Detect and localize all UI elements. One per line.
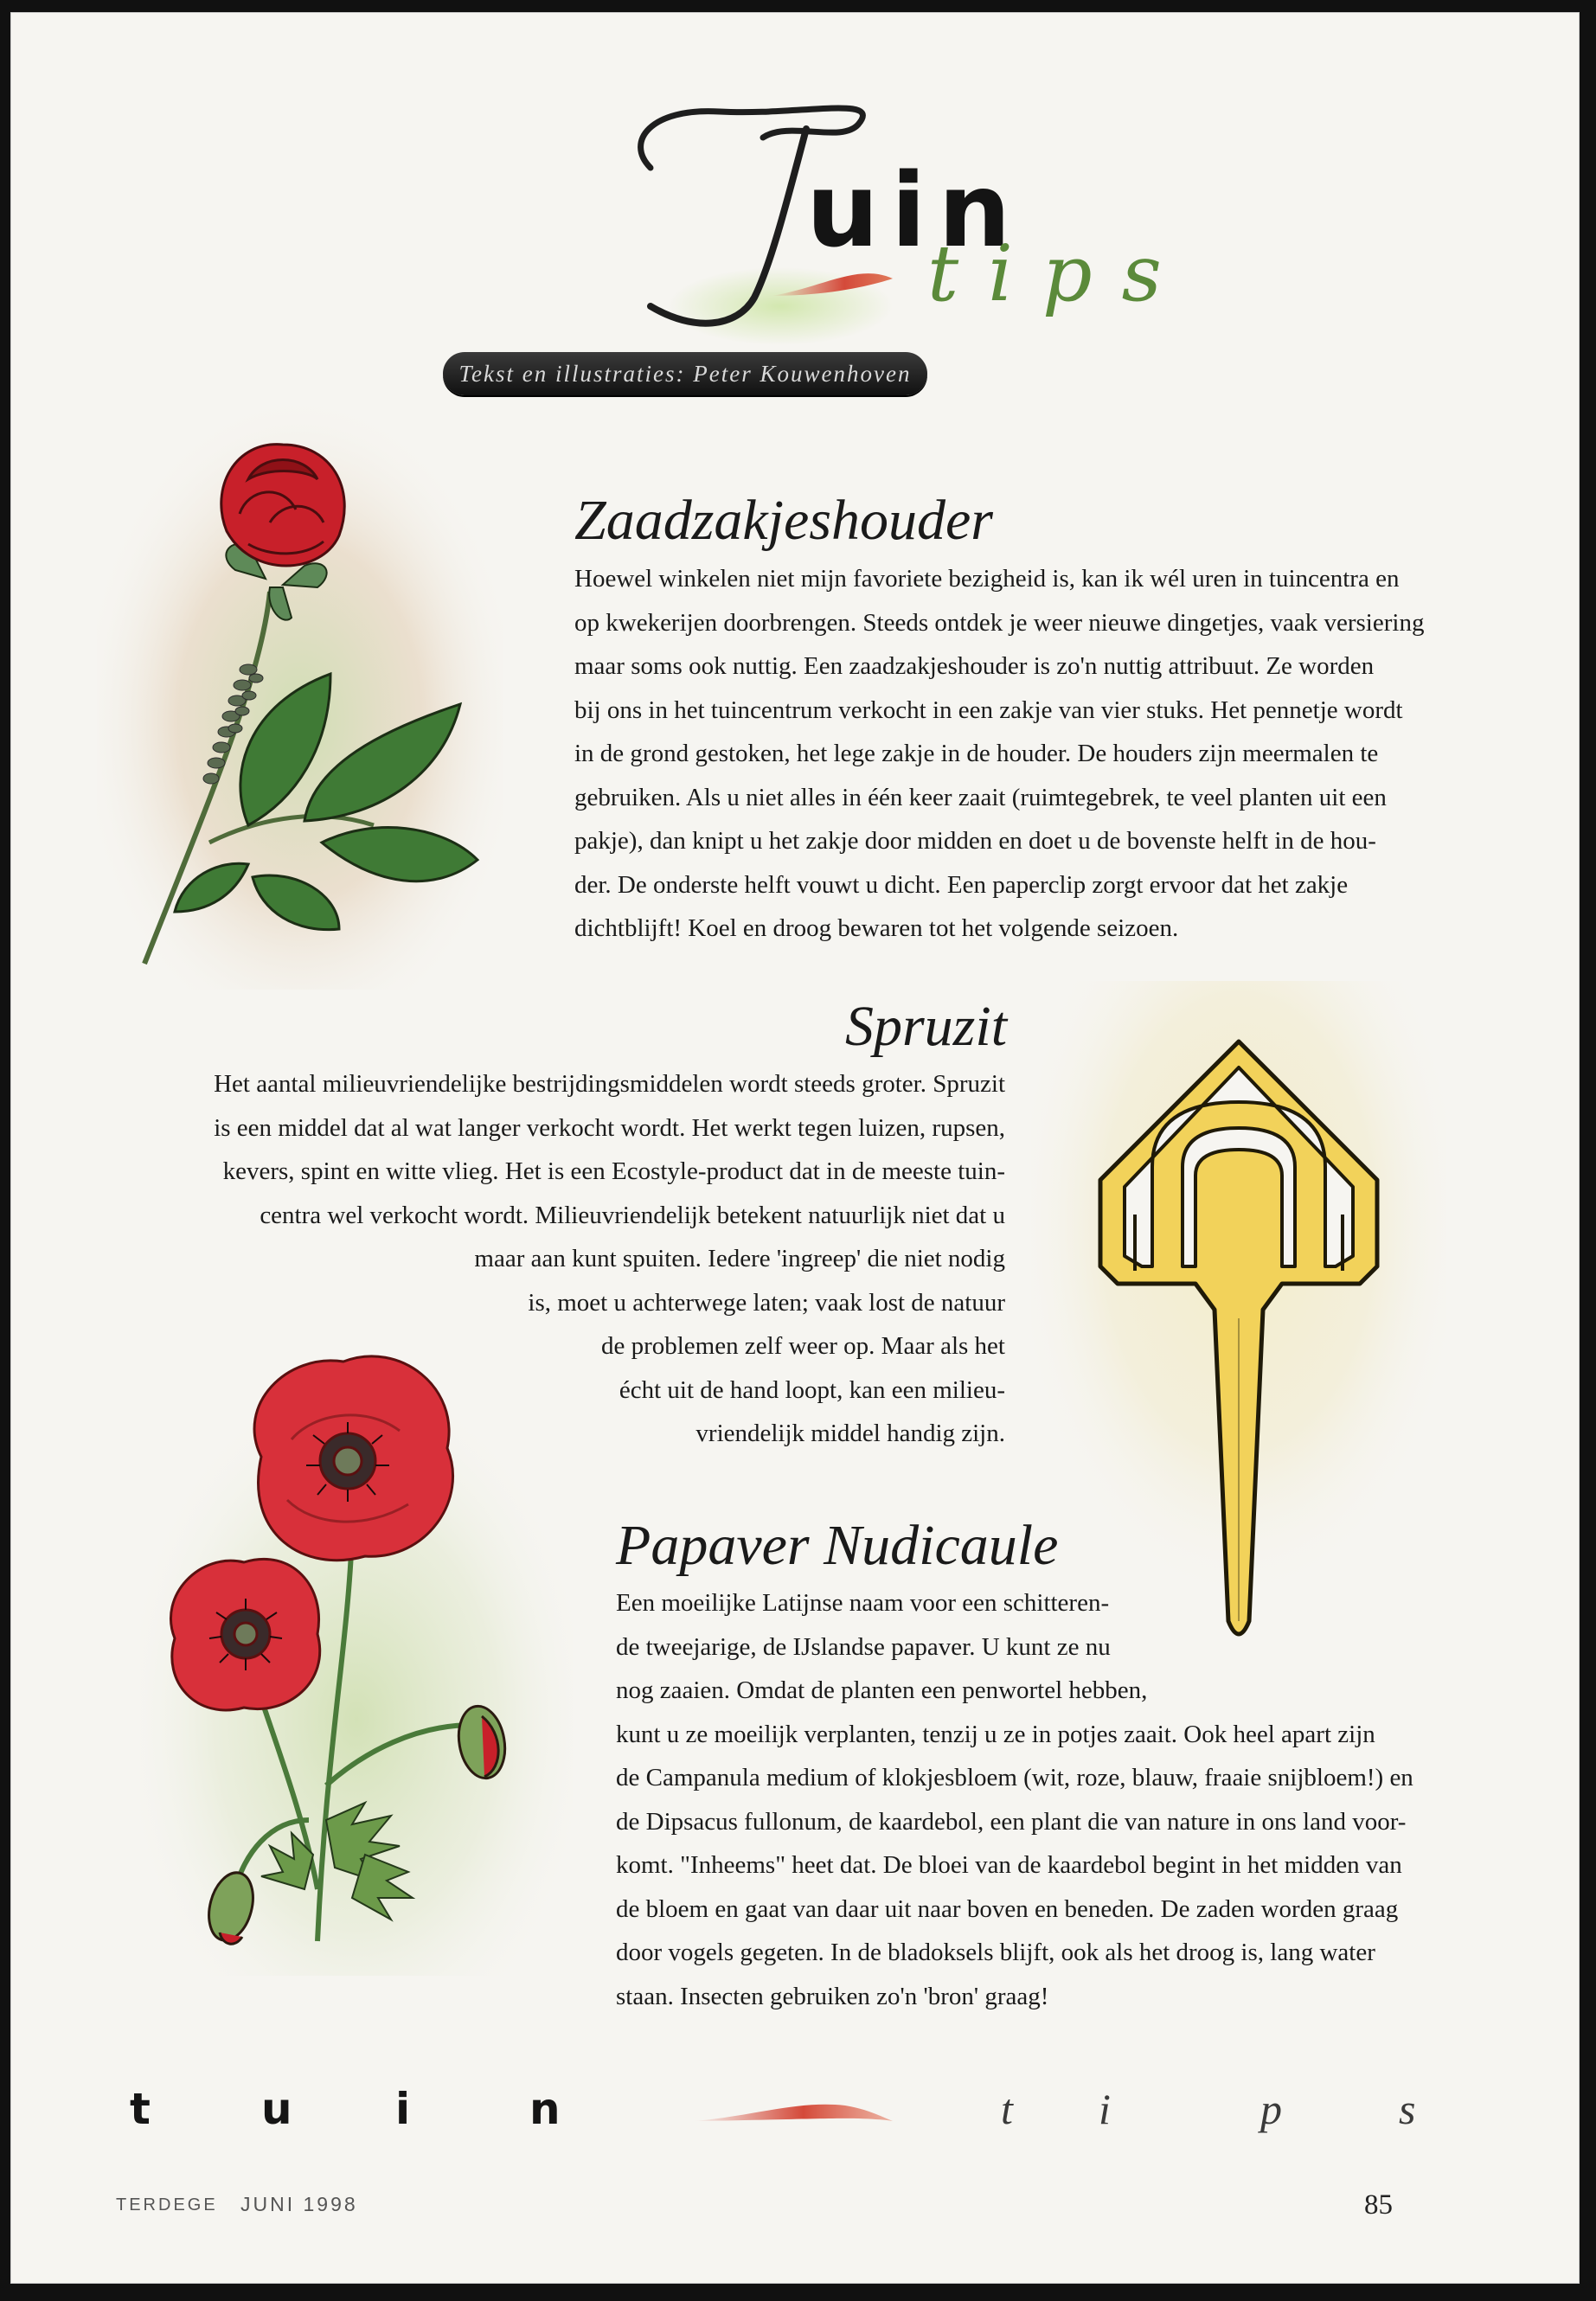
- footer-letter: i: [395, 2084, 411, 2134]
- logo-tips-text: tips: [927, 228, 1191, 319]
- body-line: de Campanula medium of klokjesbloem (wit, roze, blauw, fraaie snijbloem!) en: [616, 1764, 1413, 1791]
- page-number: 85: [1364, 2189, 1393, 2221]
- seed-packet-holder-illustration: [1031, 981, 1446, 1673]
- body-line: kunt u ze moeilijk verplanten, tenzij u ze in potjes zaait. Ook heel apart zijn: [616, 1720, 1375, 1748]
- body-line: de Dipsacus fullonum, de kaardebol, een plant die van nature in ons land voor-: [616, 1807, 1407, 1836]
- body-line: in de grond gestoken, het lege zakje in de houder. De houders zijn meermalen te: [574, 740, 1379, 767]
- body-line: gebruiken. Als u niet alles in één keer zaait (ruimtegebrek, te veel planten uit een: [574, 783, 1387, 811]
- body-line: maar aan kunt spuiten. Iedere 'ingreep' die niet nodig: [474, 1245, 1005, 1272]
- body-line: de tweejarige, de IJslandse papaver. U kunt ze nu: [616, 1632, 1111, 1661]
- magazine-page: [10, 12, 1580, 2284]
- body-line: kevers, spint en witte vlieg. Het is een Ecostyle-product dat in de meeste tuin-: [222, 1157, 1005, 1185]
- section-title-spruzit: Spruzit: [845, 995, 1008, 1058]
- body-line: bij ons in het tuincentrum verkocht in een zakje van vier stuks. Het pennetje wordt: [574, 695, 1403, 724]
- footer-letter: p: [1260, 2085, 1282, 2133]
- footer-letter: t: [130, 2084, 151, 2134]
- footer-swash-decoration: [694, 2097, 893, 2131]
- section-body-zaadzakjeshouder: [574, 557, 1439, 951]
- body-line: der. De onderste helft vouwt u dicht. Een paperclip zorgt ervoor dat het zakje: [574, 870, 1349, 899]
- magazine-name: TERDEGE: [116, 2195, 218, 2214]
- body-line: écht uit de hand loopt, kan een milieu-: [619, 1375, 1005, 1404]
- footer-letter: u: [261, 2084, 292, 2134]
- body-line: de problemen zelf weer op. Maar als het: [600, 1332, 1005, 1360]
- body-line: komt. "Inheems" heet dat. De bloei van de kaardebol begint in het midden van: [616, 1851, 1402, 1879]
- body-line: Een moeilijke Latijnse naam voor een schitteren-: [616, 1589, 1110, 1617]
- rose-illustration: [97, 393, 503, 990]
- logo-uin-text: uin: [806, 151, 1023, 270]
- body-line: de bloem en gaat van daar uit naar boven en beneden. De zaden worden graag: [616, 1894, 1399, 1923]
- section-title-zaadzakjeshouder: Zaadzakjeshouder: [574, 489, 993, 552]
- footer-letter: s: [1399, 2085, 1416, 2133]
- poppy-illustration: [140, 1336, 573, 1976]
- section-title-papaver: Papaver Nudicaule: [616, 1514, 1059, 1577]
- body-line: centra wel verkocht wordt. Milieuvriendelijk betekent natuurlijk niet dat u: [260, 1201, 1005, 1229]
- body-line: vriendelijk middel handig zijn.: [695, 1420, 1005, 1447]
- body-line: Hoewel winkelen niet mijn favoriete bezigheid is, kan ik wél uren in tuincentra en: [574, 565, 1400, 593]
- body-line: pakje), dan knipt u het zakje door midden en doet u de bovenste helft in de hou-: [574, 827, 1376, 855]
- body-line: door vogels gegeten. In de bladoksels blijft, ook als het droog is, lang water: [616, 1939, 1375, 1966]
- body-line: Het aantal milieuvriendelijke bestrijdingsmiddelen wordt steeds groter. Spruzit: [214, 1070, 1005, 1098]
- body-line: is een middel dat al wat langer verkocht wordt. Het werkt tegen luizen, rupsen,: [214, 1113, 1005, 1142]
- body-line: staan. Insecten gebruiken zo'n 'bron' graag!: [616, 1982, 1049, 2010]
- body-line: nog zaaien. Omdat de planten een penwortel hebben,: [616, 1676, 1148, 1704]
- footer-letter: n: [529, 2084, 561, 2134]
- body-line: dichtblijft! Koel en droog bewaren tot het volgende seizoen.: [574, 914, 1179, 942]
- section-body-papaver: [616, 1581, 1446, 2018]
- body-line: maar soms ook nuttig. Een zaadzakjeshouder is zo'n nuttig attribuut. Ze worden: [574, 652, 1375, 680]
- body-line: op kwekerijen doorbrengen. Steeds ontdek je weer nieuwe dingetjes, vaak versiering: [574, 608, 1425, 637]
- credit-banner: Tekst en illustraties: Peter Kouwenhoven: [443, 352, 927, 395]
- footer-letter: t: [1001, 2085, 1013, 2133]
- body-line: is, moet u achterwege laten; vaak lost de natuur: [528, 1288, 1005, 1317]
- issue-date: JUNI 1998: [240, 2193, 358, 2215]
- footer-letter: i: [1099, 2085, 1111, 2133]
